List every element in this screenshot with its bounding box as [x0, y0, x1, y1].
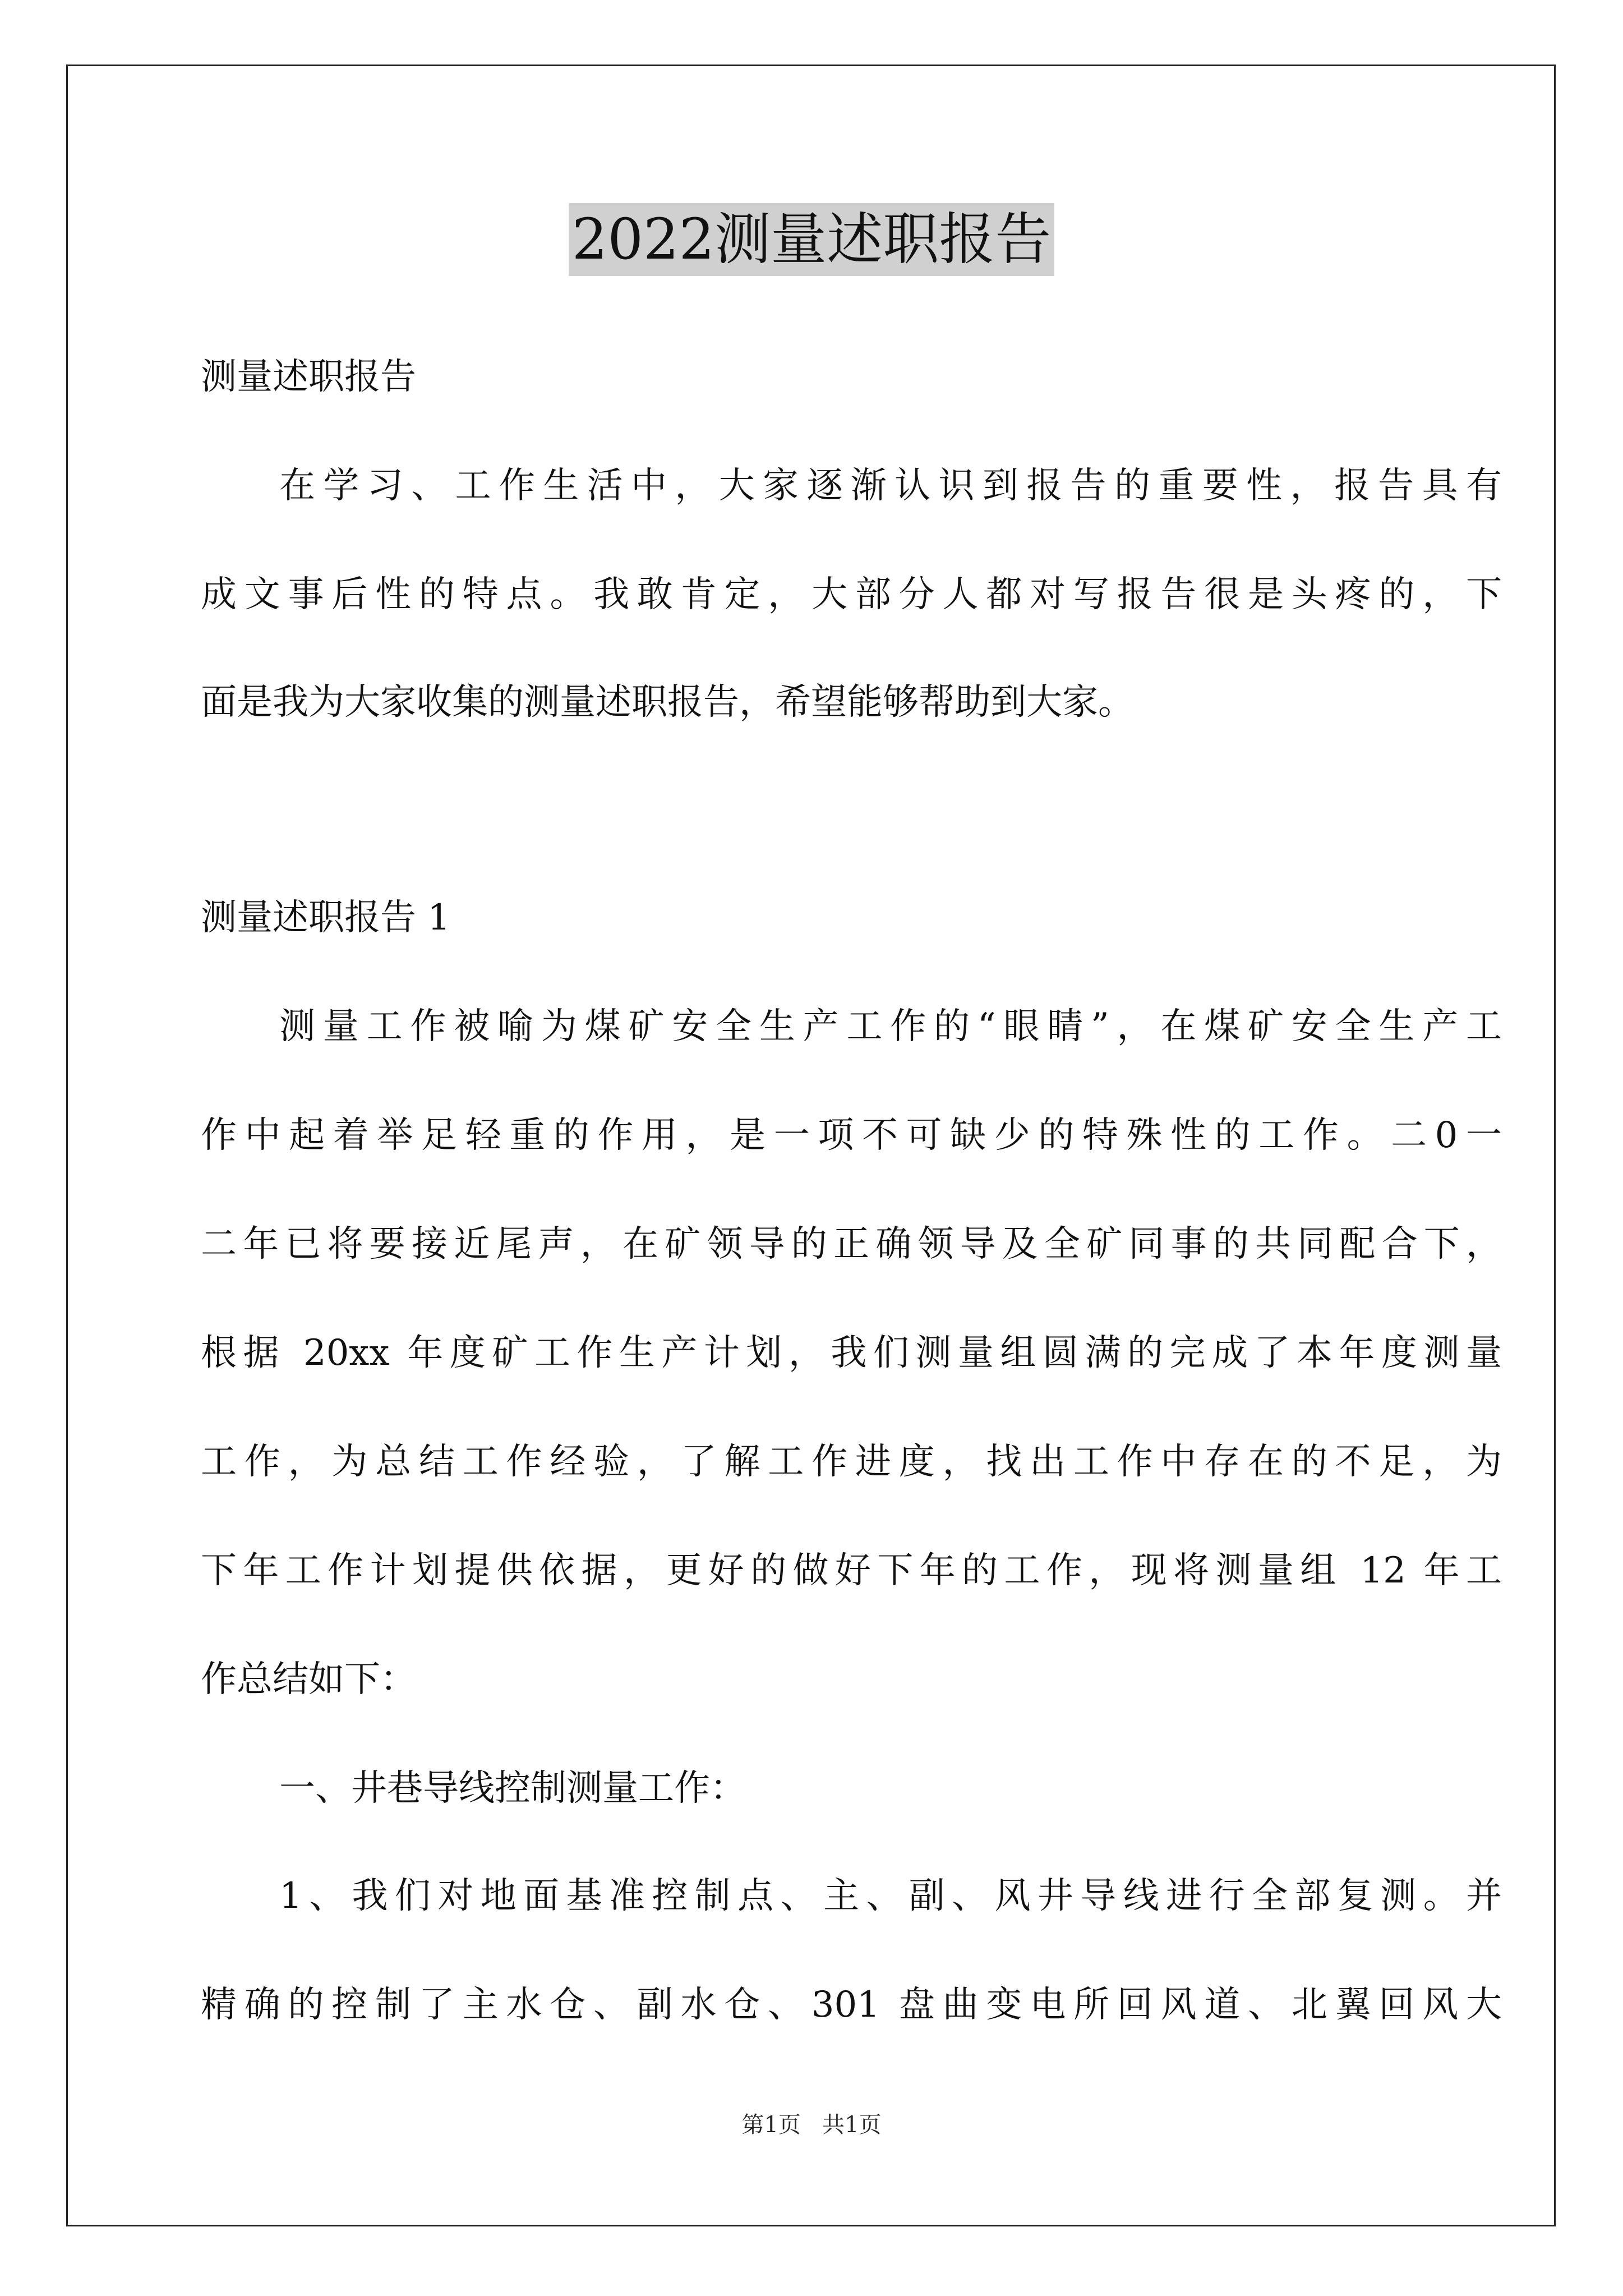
list-heading: 一、井巷导线控制测量工作： [279, 1768, 746, 1809]
intro-line-1: 在学习、工作生活中，大家逐渐认识到报告的重要性，报告具有 [279, 465, 1502, 507]
intro-line-3: 面是我为大家收集的测量述职报告，希望能够帮助到大家。 [201, 682, 1134, 723]
section-line-1: 测量工作被喻为煤矿安全生产工作的“眼睛”，在煤矿安全生产工 [279, 1006, 1502, 1047]
section-line-7: 作总结如下： [201, 1659, 416, 1700]
item1-line-2: 精确的控制了主水仓、副水仓、301 盘曲变电所回风道、北翼回风大 [201, 1984, 1502, 2026]
section-line-3: 二年已将要接近尾声，在矿领导的正确领导及全矿同事的共同配合下， [201, 1223, 1502, 1265]
section-heading: 测量述职报告 1 [201, 897, 451, 938]
page-footer: 第1页 共1页 [741, 2112, 882, 2138]
title-container [0, 203, 1623, 276]
section-line-2: 作中起着举足轻重的作用，是一项不可缺少的特殊性的工作。二0一 [201, 1115, 1502, 1156]
section-line-6: 下年工作计划提供依据，更好的做好下年的工作，现将测量组 12 年工 [201, 1550, 1502, 1591]
item1-line-1: 1、我们对地面基准控制点、主、副、风井导线进行全部复测。并 [279, 1875, 1502, 1917]
section-line-5: 工作，为总结工作经验，了解工作进度，找出工作中存在的不足，为 [201, 1441, 1502, 1483]
subtitle: 测量述职报告 [201, 356, 416, 398]
document-title: 2022测量述职报告 [569, 203, 1055, 276]
section-line-4: 根据 20xx 年度矿工作生产计划，我们测量组圆满的完成了本年度测量 [201, 1332, 1502, 1374]
intro-line-2: 成文事后性的特点。我敢肯定，大部分人都对写报告很是头疼的，下 [201, 574, 1502, 615]
